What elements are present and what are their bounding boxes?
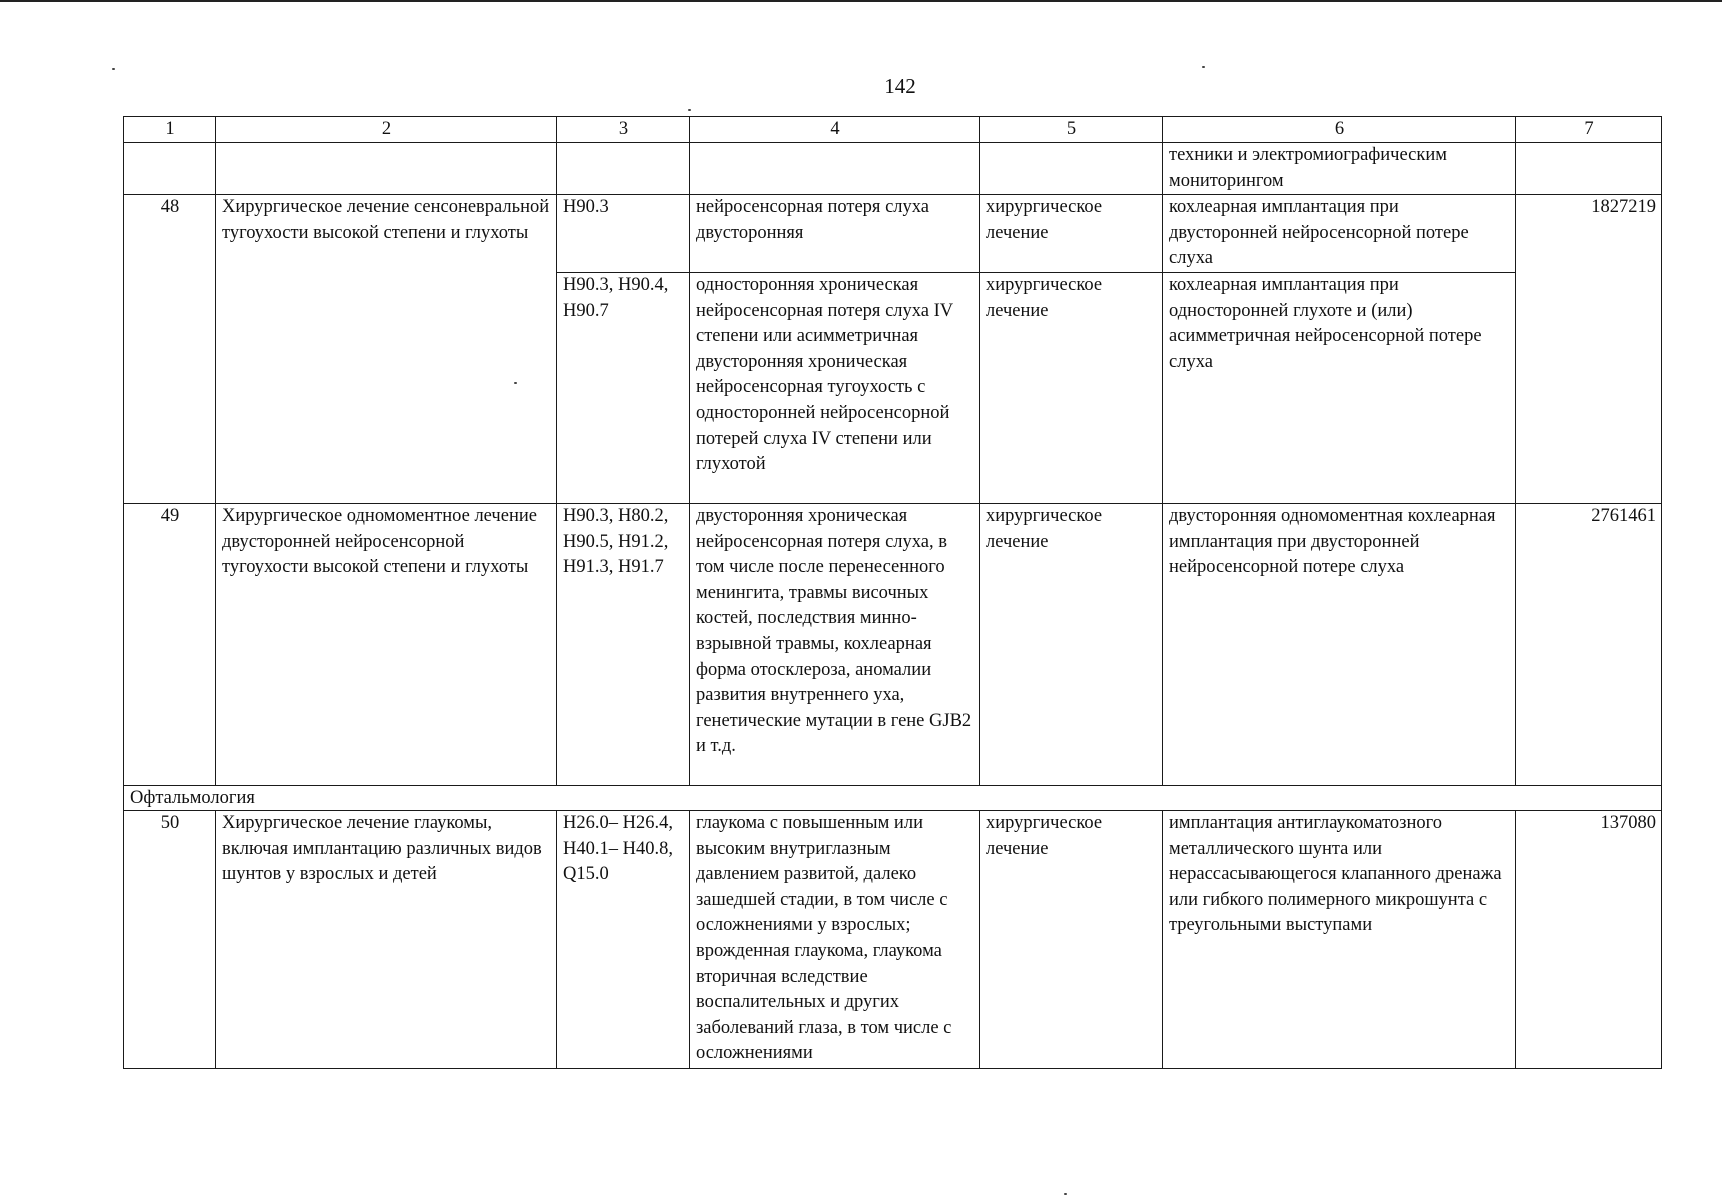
scan-speck — [514, 382, 517, 384]
treatment-method-cell: двусторонняя одномоментная кохлеарная имплантация при двусторонней нейросенсорной потере слуха — [1163, 503, 1516, 785]
treatment-method-cell: имплантация антиглаукоматозного металлического шунта или нерассасывающегося клапанного дренажа или гибкого полимерного микрошунта с треугольными выступами — [1163, 810, 1516, 1068]
care-type-cell: Хирургическое одномоментное лечение двусторонней нейросенсорной тугоухости высокой степени и глухоты — [216, 503, 557, 785]
treatment-method-cell: кохлеарная имплантация при односторонней глухоте и (или) асимметричная нейросенсорной потере слуха — [1163, 272, 1516, 503]
care-type-cell: Хирургическое лечение сенсоневральной тугоухости высокой степени и глухоты — [216, 195, 557, 504]
patient-model-cell: глаукома с повышенным или высоким внутриглазным давлением развитой, далеко зашедшей стадии, в том числе с осложнениями у взрослых; врожденная глаукома, глаукома вторичная вследствие воспалительных и других заболеваний глаза, в том числе с осложнениями — [690, 810, 980, 1068]
table-row-49 — [124, 503, 1662, 785]
price-cell: 2761461 — [1516, 503, 1662, 785]
table-row-48a — [124, 195, 1662, 273]
treatment-type-cell: хирургическое лечение — [980, 272, 1163, 503]
treatment-method-cell: кохлеарная имплантация при двусторонней нейросенсорной потере слуха — [1163, 195, 1516, 273]
treatment-method-cell: техники и электромиографическим мониторингом — [1163, 143, 1516, 195]
page-number: 142 — [884, 74, 916, 98]
treatment-type-cell: хирургическое лечение — [980, 503, 1163, 785]
cell-empty — [124, 143, 216, 195]
treatment-type-cell: хирургическое лечение — [980, 810, 1163, 1068]
column-header-3: 3 — [557, 117, 690, 143]
icd-codes-cell: H90.3, H80.2, H90.5, H91.2, H91.3, H91.7 — [557, 503, 690, 785]
icd-codes-cell: H90.3, H90.4, H90.7 — [557, 272, 690, 503]
page-top-border — [0, 0, 1722, 2]
table-row-50 — [124, 810, 1662, 1068]
cell-empty — [980, 143, 1163, 195]
column-header-1: 1 — [124, 117, 216, 143]
cell-empty — [1516, 143, 1662, 195]
cell-empty — [690, 143, 980, 195]
column-number-row — [124, 117, 1662, 143]
patient-model-cell: двусторонняя хроническая нейросенсорная потеря слуха, в том числе после перенесенного менингита, травмы височных костей, последствия минно-взрывной травмы, кохлеарная форма отосклероза, аномалии развития внутреннего уха, генетические мутации в гене GJB2 и т.д. — [690, 503, 980, 785]
row-number-cell: 50 — [124, 810, 216, 1068]
column-header-5: 5 — [980, 117, 1163, 143]
scan-speck — [1202, 66, 1205, 68]
patient-model-cell: нейросенсорная потеря слуха двусторонняя — [690, 195, 980, 273]
row-number-cell: 48 — [124, 195, 216, 504]
scan-speck — [1064, 1193, 1067, 1195]
cell-empty — [557, 143, 690, 195]
section-title-ophthalmology: Офтальмология — [124, 785, 1662, 810]
icd-codes-cell: H90.3 — [557, 195, 690, 273]
column-header-6: 6 — [1163, 117, 1516, 143]
patient-model-cell: односторонняя хроническая нейросенсорная потеря слуха IV степени или асимметричная двусторонняя хроническая нейросенсорная тугоухость с односторонней нейросенсорной потерей слуха IV степени или глухотой — [690, 272, 980, 503]
section-row — [124, 785, 1662, 810]
column-header-7: 7 — [1516, 117, 1662, 143]
column-header-2: 2 — [216, 117, 557, 143]
scan-speck — [112, 68, 115, 70]
row-number-cell: 49 — [124, 503, 216, 785]
treatment-type-cell: хирургическое лечение — [980, 195, 1163, 273]
continuation-row — [124, 143, 1662, 195]
cell-empty — [216, 143, 557, 195]
column-header-4: 4 — [690, 117, 980, 143]
price-cell: 137080 — [1516, 810, 1662, 1068]
icd-codes-cell: H26.0– H26.4, H40.1– H40.8, Q15.0 — [557, 810, 690, 1068]
care-type-cell: Хирургическое лечение глаукомы, включая имплантацию различных видов шунтов у взрослых и детей — [216, 810, 557, 1068]
price-cell: 1827219 — [1516, 195, 1662, 504]
medical-care-table — [123, 116, 1662, 1069]
scan-speck — [688, 109, 691, 111]
